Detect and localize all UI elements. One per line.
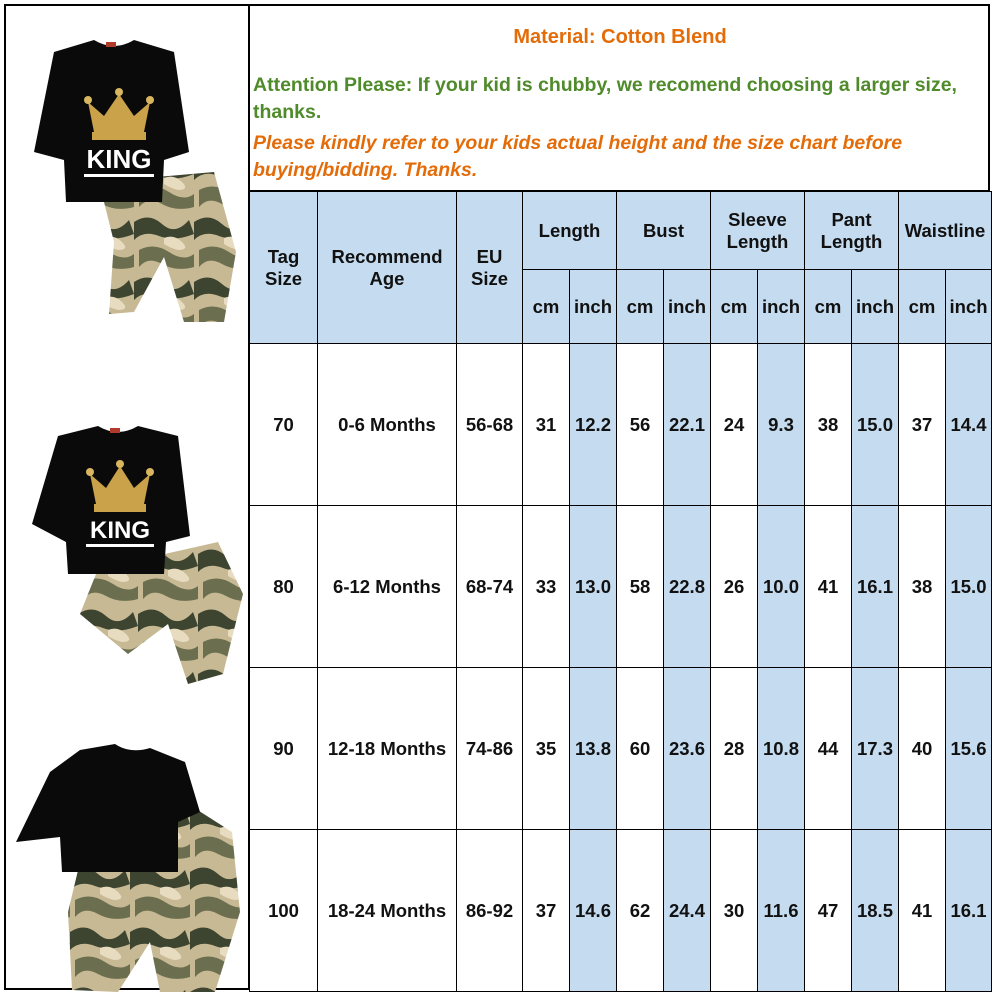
unit-inch: inch (946, 270, 992, 344)
header-eu-size: EU Size (457, 192, 523, 344)
length-inch-cell: 13.8 (570, 668, 617, 830)
table-row (250, 830, 992, 992)
header-waistline: Waistline (899, 192, 992, 270)
sleeve-cm-cell: 28 (711, 668, 758, 830)
king-print: KING (86, 144, 152, 174)
unit-cm: cm (805, 270, 852, 344)
outfit-image-1 (14, 32, 242, 322)
age-cell: 0-6 Months (318, 344, 457, 506)
size-advice-note: Please kindly refer to your kids actual height and the size chart before buying/bidding. Thanks. (253, 132, 903, 181)
waist-cm-cell: 37 (899, 344, 946, 506)
length-inch-cell: 13.0 (570, 506, 617, 668)
table-row (250, 668, 992, 830)
tag-size-cell: 90 (250, 668, 318, 830)
unit-inch: inch (664, 270, 711, 344)
pant-inch-cell: 18.5 (852, 830, 899, 992)
bust-inch-cell: 22.1 (664, 344, 711, 506)
table-row (250, 344, 992, 506)
length-cm-cell: 31 (523, 344, 570, 506)
waist-inch-cell: 14.4 (946, 344, 992, 506)
king-print: KING (90, 517, 150, 544)
unit-cm: cm (899, 270, 946, 344)
pant-inch-cell: 16.1 (852, 506, 899, 668)
sleeve-cm-cell: 30 (711, 830, 758, 992)
bust-cm-cell: 60 (617, 668, 664, 830)
waist-inch-cell: 15.6 (946, 668, 992, 830)
size-chart-table (249, 191, 992, 992)
pant-inch-cell: 15.0 (852, 344, 899, 506)
sleeve-inch-cell: 10.0 (758, 506, 805, 668)
label-tag-icon (106, 42, 116, 47)
outfit-image-2 (18, 424, 246, 714)
pant-cm-cell: 47 (805, 830, 852, 992)
bust-cm-cell: 58 (617, 506, 664, 668)
tag-size-cell: 80 (250, 506, 318, 668)
unit-cm: cm (711, 270, 758, 344)
header-bust: Bust (617, 192, 711, 270)
label-tag-icon (110, 428, 120, 433)
plain-shirt-icon (16, 744, 200, 872)
material-note: Material: Cotton Blend (513, 26, 727, 48)
header-recommend-age: Recommend Age (318, 192, 457, 344)
product-image-column (4, 4, 250, 990)
eu-size-cell: 86-92 (457, 830, 523, 992)
header-length: Length (523, 192, 617, 270)
waist-cm-cell: 38 (899, 506, 946, 668)
age-cell: 12-18 Months (318, 668, 457, 830)
length-inch-cell: 12.2 (570, 344, 617, 506)
bust-cm-cell: 56 (617, 344, 664, 506)
header-pant-length: Pant Length (805, 192, 899, 270)
length-cm-cell: 33 (523, 506, 570, 668)
pant-cm-cell: 38 (805, 344, 852, 506)
header-sleeve-length: Sleeve Length (711, 192, 805, 270)
bust-inch-cell: 23.6 (664, 668, 711, 830)
tag-size-cell: 70 (250, 344, 318, 506)
unit-inch: inch (852, 270, 899, 344)
age-cell: 6-12 Months (318, 506, 457, 668)
sleeve-inch-cell: 9.3 (758, 344, 805, 506)
eu-size-cell: 56-68 (457, 344, 523, 506)
sleeve-inch-cell: 11.6 (758, 830, 805, 992)
waist-cm-cell: 41 (899, 830, 946, 992)
bust-inch-cell: 22.8 (664, 506, 711, 668)
length-inch-cell: 14.6 (570, 830, 617, 992)
waist-cm-cell: 40 (899, 668, 946, 830)
waist-inch-cell: 15.0 (946, 506, 992, 668)
length-cm-cell: 37 (523, 830, 570, 992)
header-tag-size: Tag Size (250, 192, 318, 344)
pant-inch-cell: 17.3 (852, 668, 899, 830)
bust-cm-cell: 62 (617, 830, 664, 992)
attention-note: Attention Please: If your kid is chubby, we recomend choosing a larger size, thanks. (253, 74, 957, 123)
table-row (250, 506, 992, 668)
unit-inch: inch (570, 270, 617, 344)
sleeve-inch-cell: 10.8 (758, 668, 805, 830)
length-cm-cell: 35 (523, 668, 570, 830)
eu-size-cell: 74-86 (457, 668, 523, 830)
unit-cm: cm (523, 270, 570, 344)
sleeve-cm-cell: 26 (711, 506, 758, 668)
outfit-image-3 (10, 742, 246, 992)
eu-size-cell: 68-74 (457, 506, 523, 668)
pant-cm-cell: 44 (805, 668, 852, 830)
age-cell: 18-24 Months (318, 830, 457, 992)
unit-cm: cm (617, 270, 664, 344)
info-box (250, 4, 990, 192)
bust-inch-cell: 24.4 (664, 830, 711, 992)
sleeve-cm-cell: 24 (711, 344, 758, 506)
waist-inch-cell: 16.1 (946, 830, 992, 992)
unit-inch: inch (758, 270, 805, 344)
tag-size-cell: 100 (250, 830, 318, 992)
pant-cm-cell: 41 (805, 506, 852, 668)
